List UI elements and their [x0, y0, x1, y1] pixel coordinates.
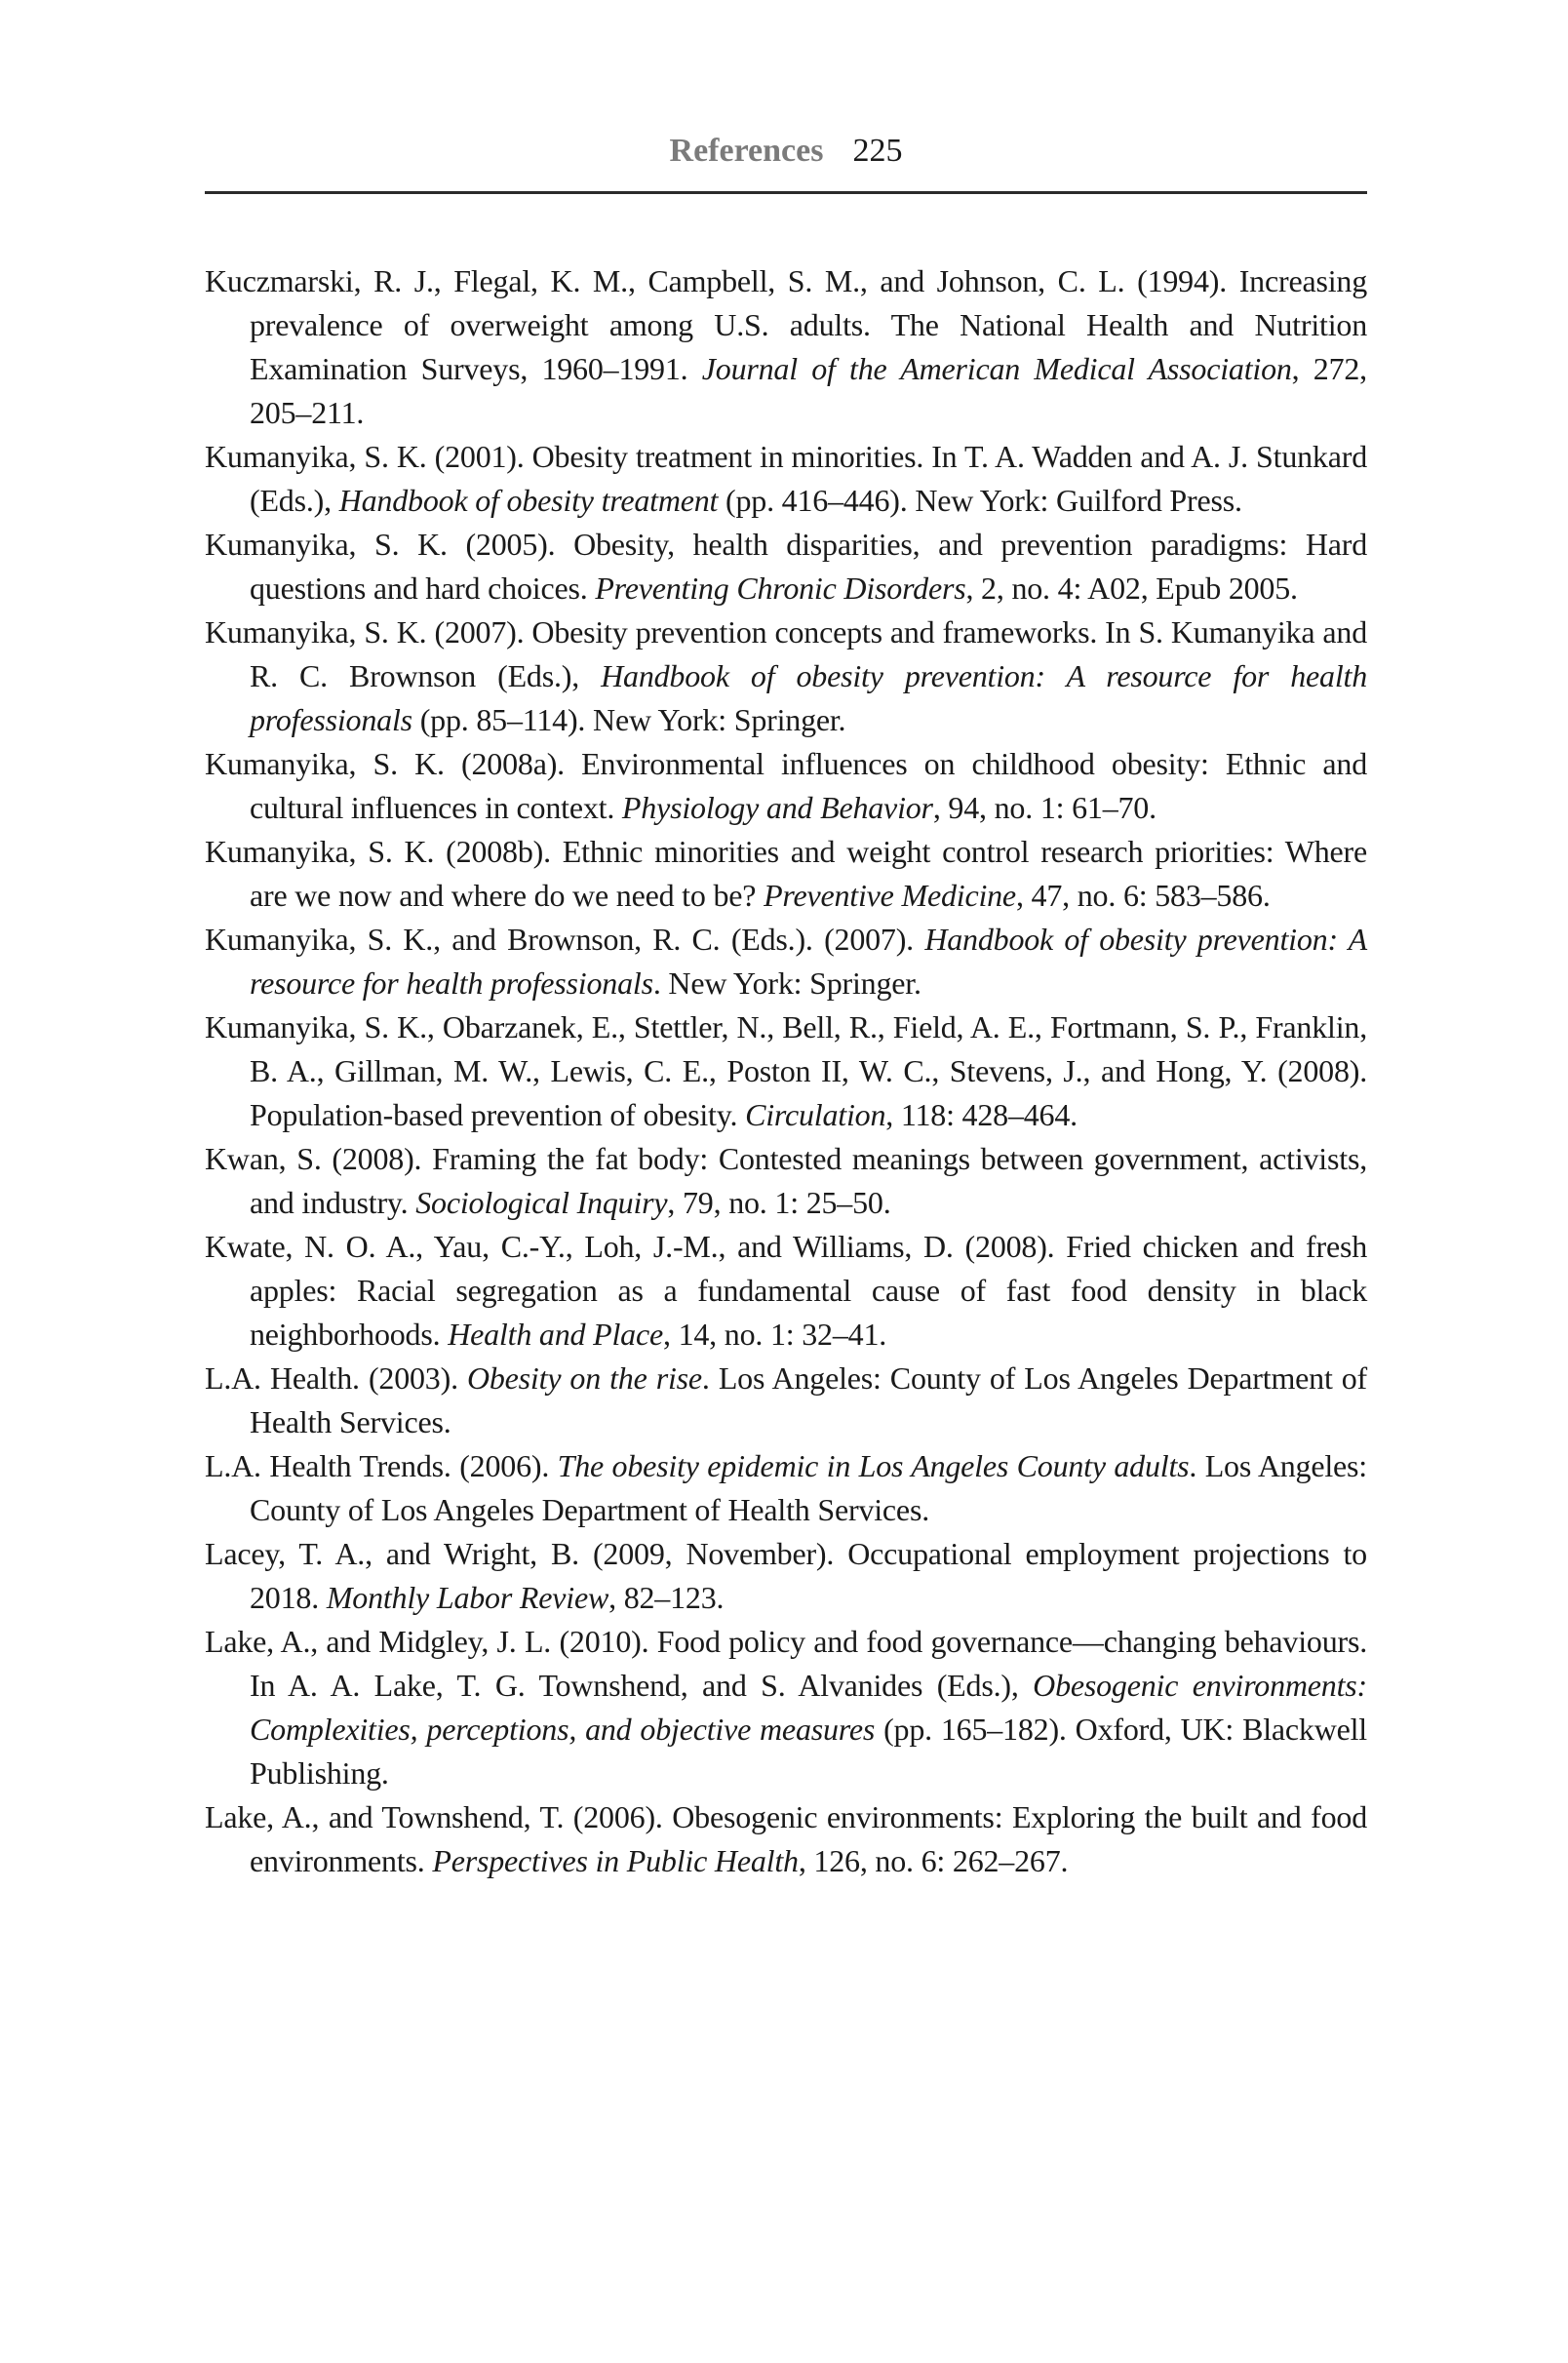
reference-entry [205, 1225, 1367, 1357]
reference-entry [205, 1137, 1367, 1225]
reference-text: Kumanyika, S. K. (2001). Obesity treatment in minorities. In T. A. Wadden and A. J. Stunkard (Eds.), [205, 439, 1367, 518]
reference-text: , 14, no. 1: 32–41. [662, 1317, 887, 1352]
reference-text: , 126, no. 6: 262–267. [798, 1843, 1069, 1878]
reference-text: Kumanyika, S. K., and Brownson, R. C. (Eds.). (2007). [205, 922, 925, 957]
page-number: 225 [852, 133, 903, 169]
reference-text: Kuczmarski, R. J., Flegal, K. M., Campbell, S. M., and Johnson, C. L. (1994). Increasing prevalence of overweight among U.S. adults. The National Health and Nutrition Examination Surveys, 1960–1991. [205, 263, 1367, 386]
running-head-section-title: References [669, 133, 824, 169]
reference-title-italic: Physiology and Behavior [621, 790, 933, 825]
reference-text: Kumanyika, S. K., Obarzanek, E., Stettler, N., Bell, R., Field, A. E., Fortmann, S. P., Franklin, B. A., Gillman, M. W., Lewis, C. E., Poston II, W. C., Stevens, J., and Hong, Y. (2008). Population-based prevention of obesity. [205, 1009, 1367, 1132]
reference-list [205, 259, 1367, 1883]
reference-entry [205, 1005, 1367, 1137]
reference-text: Lake, A., and Townshend, T. (2006). Obesogenic environments: Exploring the built and food environments. [205, 1799, 1367, 1878]
reference-text: Kumanyika, S. K. (2007). Obesity prevention concepts and frameworks. In S. Kumanyika and R. C. Brownson (Eds.), [205, 614, 1367, 693]
reference-text: Kumanyika, S. K. (2005). Obesity, health disparities, and prevention paradigms: Hard questions and hard choices. [205, 527, 1367, 606]
reference-title-italic: Preventing Chronic Disorders [595, 571, 966, 606]
reference-text: Kumanyika, S. K. (2008a). Environmental influences on childhood obesity: Ethnic and cultural influences in context. [205, 746, 1367, 825]
reference-title-italic: Obesity on the rise [466, 1360, 702, 1396]
reference-text: (pp. 416–446). New York: Guilford Press. [718, 483, 1242, 518]
reference-text: , 272, 205–211. [250, 351, 1367, 430]
reference-entry [205, 918, 1367, 1005]
reference-title-italic: Preventive Medicine [764, 878, 1016, 913]
reference-title-italic: Monthly Labor Review [326, 1580, 609, 1615]
reference-text: , 79, no. 1: 25–50. [667, 1185, 891, 1220]
header-rule-divider [205, 191, 1367, 194]
reference-text: (pp. 165–182). Oxford, UK: Blackwell Publishing. [250, 1712, 1367, 1791]
reference-entry [205, 830, 1367, 918]
reference-entry [205, 742, 1367, 830]
reference-entry [205, 435, 1367, 523]
reference-title-italic: Handbook of obesity prevention: A resource for health professionals [250, 922, 1368, 1001]
reference-title-italic: Circulation [745, 1097, 886, 1132]
reference-entry [205, 1795, 1367, 1883]
reference-entry [205, 1357, 1367, 1444]
reference-text: . New York: Springer. [652, 965, 921, 1001]
reference-text: Lake, A., and Midgley, J. L. (2010). Food policy and food governance—changing behaviours. In A. A. Lake, T. G. Townshend, and S. Alvanides (Eds.), [205, 1624, 1367, 1703]
reference-text: , 47, no. 6: 583–586. [1015, 878, 1271, 913]
reference-title-italic: The obesity epidemic in Los Angeles County adults [557, 1448, 1190, 1483]
reference-entry [205, 259, 1367, 435]
reference-entry [205, 610, 1367, 742]
reference-title-italic: Handbook of obesity treatment [338, 483, 719, 518]
reference-title-italic: Sociological Inquiry [415, 1185, 668, 1220]
reference-title-italic: Obesogenic environments: Complexities, perceptions, and objective measures [250, 1668, 1367, 1747]
reference-text: L.A. Health Trends. (2006). [205, 1448, 558, 1483]
reference-text: . Los Angeles: County of Los Angeles Department of Health Services. [250, 1360, 1367, 1439]
reference-text: , 94, no. 1: 61–70. [932, 790, 1156, 825]
reference-entry [205, 523, 1367, 610]
running-head [205, 133, 1367, 170]
reference-title-italic: Journal of the American Medical Association [701, 351, 1292, 386]
reference-text: (pp. 85–114). New York: Springer. [412, 702, 846, 737]
reference-text: Lacey, T. A., and Wright, B. (2009, November). Occupational employment projections to 2018. [205, 1536, 1367, 1615]
reference-text: , 118: 428–464. [885, 1097, 1078, 1132]
reference-text: Kwan, S. (2008). Framing the fat body: Contested meanings between government, activists, and industry. [205, 1141, 1367, 1220]
reference-title-italic: Health and Place [448, 1317, 663, 1352]
reference-title-italic: Handbook of obesity prevention: A resource for health professionals [250, 658, 1368, 737]
reference-text: , 2, no. 4: A02, Epub 2005. [965, 571, 1298, 606]
reference-title-italic: Perspectives in Public Health [432, 1843, 799, 1878]
reference-text: Kumanyika, S. K. (2008b). Ethnic minorities and weight control research priorities: Where are we now and where do we need to be? [205, 834, 1367, 913]
reference-entry [205, 1444, 1367, 1532]
reference-text: . Los Angeles: County of Los Angeles Department of Health Services. [250, 1448, 1367, 1527]
reference-entry [205, 1620, 1367, 1795]
reference-text: L.A. Health. (2003). [205, 1360, 467, 1396]
reference-entry [205, 1532, 1367, 1620]
reference-text: Kwate, N. O. A., Yau, C.-Y., Loh, J.-M., and Williams, D. (2008). Fried chicken and fresh apples: Racial segregation as a fundamental cause of fast food density in black neighborhoods. [205, 1229, 1367, 1352]
reference-text: , 82–123. [608, 1580, 725, 1615]
